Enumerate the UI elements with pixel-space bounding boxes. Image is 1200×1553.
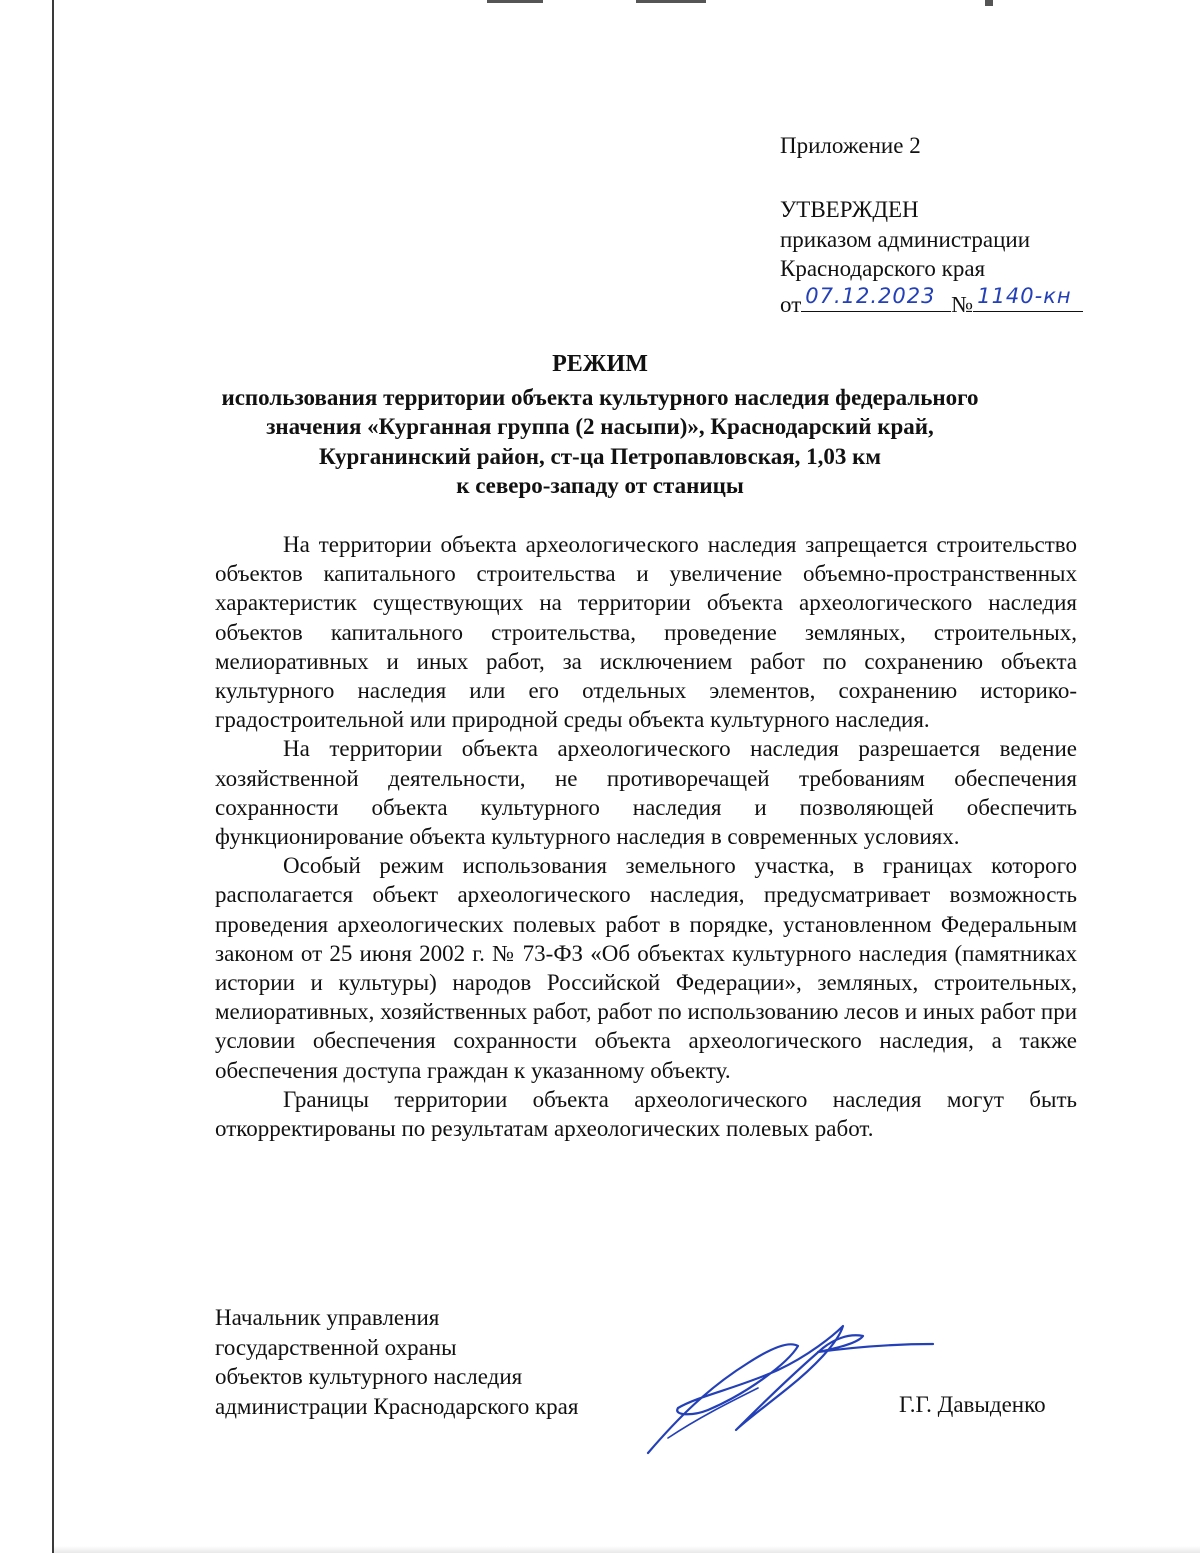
approval-block [780,195,1083,319]
document-body [215,530,1077,1143]
paragraph-boundaries: Границы территории объекта археологического наследия могут быть откорректированы по результатам археологических полевых работ. [215,1086,1077,1142]
document-title [60,350,1140,501]
paragraph-special-regime: Особый режим использования земельного участка, в границах которого располагается объект археологического наследия, предусматривает возможность проведения археологических полевых работ в порядке, установленном Федеральным законом от 25 июня 2002 г. № 73-ФЗ «Об объектах культурного наследия (памятниках истории и культуры) народов Российской Федерации», земляных, строительных, мелиоративных, хозяйственных работ, работ по использованию лесов и иных работ при условии обеспечения сохранности объекта археологического наследия, а также обеспечения доступа граждан к указанному объекту. [215,853,1077,1083]
title-line-2: значения «Курганная группа (2 насыпи)», Краснодарский край, [266,414,934,439]
scan-top-mark [636,0,706,3]
date-field [801,284,951,312]
date-prefix: от [780,291,802,317]
approved-by-line-1: приказом администрации [780,226,1031,252]
scan-bottom-shadow [54,1546,1200,1553]
position-line-1: Начальник управления [215,1305,440,1330]
paragraph-permissions: На территории объекта археологического наследия разрешается ведение хозяйственной деятельности, не противоречащей требованиям обеспечения сохранности объекта культурного наследия и позволяющей обеспечить функционирование объекта культурного наследия в современных условиях. [215,736,1077,850]
scan-top-mark [487,0,543,3]
handwritten-number: 1140-кн [977,284,1072,308]
title-main: РЕЖИМ [552,351,648,377]
handwritten-date: 07.12.2023 [805,284,936,308]
signer-name: Г.Г. Давыденко [899,1392,1046,1417]
position-line-3: объектов культурного наследия [215,1364,523,1389]
title-line-1: использования территории объекта культурного наследия федерального [221,384,979,410]
title-line-4: к северо-западу от станицы [456,473,744,498]
appendix-label: Приложение 2 [780,133,921,158]
position-line-2: государственной охраны [215,1334,457,1360]
title-line-3: Курганинский район, ст-ца Петропавловская, 1,03 км [318,443,882,469]
number-field [973,284,1083,312]
paragraph-prohibitions: На территории объекта археологического наследия запрещается строительство объектов капитального строительства и увеличение объемно-пространственных характеристик существующих на территории объекта археологического наследия объектов капитального строительства, проведение земляных, строительных, мелиоративных и иных работ, за исключением работ по сохранению объекта культурного наследия или его отдельных элементов, сохранению историко-градостроительной или природной среды объекта культурного наследия. [215,532,1077,733]
position-line-4: администрации Краснодарского края [215,1393,579,1419]
signatory-position [215,1303,578,1421]
scan-top-mark [985,0,993,6]
order-date-number-line [780,284,1083,320]
number-prefix: № [951,291,974,317]
approved-by-line-2: Краснодарского края [780,256,986,281]
approved-heading: УТВЕРЖДЕН [780,197,919,222]
handwritten-signature [638,1318,938,1458]
scan-page-edge [52,0,54,1553]
